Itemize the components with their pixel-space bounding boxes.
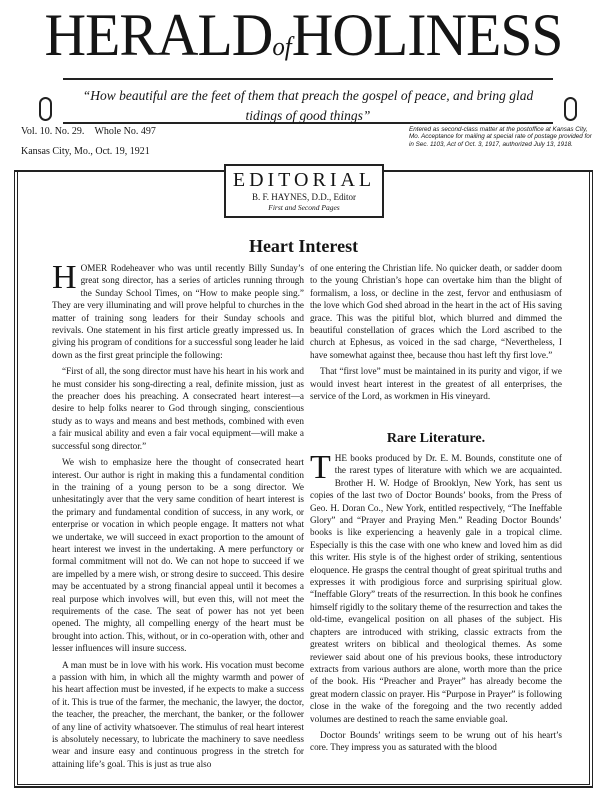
postal-entry-note: Entered as second-class matter at the postoffice at Kansas City, Mo. Acceptance for mailing at special rate of postage provided for in Sec. 1103, Act of Oct. 3, 1917, authorized July 13, 1918. [409,126,592,148]
editorial-label: EDITORIAL [232,169,376,191]
editorial-pages: First and Second Pages [268,203,340,212]
article1-quote: “First of all, the song director must have his heart in his work and he must consider his song-directing a real, definite mission, just as the preacher does his preaching. A consecrated heart interest—a desire to help folks nearer to God through singing, conscientious study as to ways and means and best methods, combined with even a fair musical ability and even a fair vocal equipment—will make a successful song director.” [52,366,304,451]
dropcap-h: H [52,259,77,296]
column-right-top [310,262,562,427]
issue-volume: Vol. 10. No. 29. Whole No. 497 [21,126,156,137]
banner-right-ornament [559,88,577,114]
masthead-title: HERALDofHOLINESS [44,2,563,68]
frame-rule-left [14,170,224,172]
banner-quote: “How beautiful are the feet of them that preach the gospel of peace, and bring glad tidings of good things” [82,88,534,123]
article1-paragraph-6: That “first love” must be maintained in its purity and vigor, if we would invest heart interest in the greatest of all enterprises, the service of the Lord, as workmen in His vineyard. [310,366,562,402]
article-title-heart-interest: Heart Interest [248,236,359,256]
bottom-border [14,786,593,793]
column-left [52,259,304,774]
scripture-banner [63,78,553,124]
issue-date: Kansas City, Mo., Oct. 19, 1921 [21,146,150,157]
article2-paragraph-1: THE books produced by Dr. E. M. Bounds, constitute one of the rarest types of literature with which we are acquainted. Brother H. W. Hodge of Brooklyn, New York, has sent us copies of the last two of Doctor Bounds’ books, from the Press of Geo. H. Doran Co., New York, entitled respectively, “The Ineffable Glory” and “Prayer and Praying Men.” Reading Doctor Bounds’ books is like experiencing a heavenly gale in a tropical clime. Especially is this the case with one who knew and loved him as did this writer. His style is of the highest order of striking, sententious eloquence. He grasps the central thought of great spiritual truths and expresses it with prodigious force and surprising spiritual glow. “Ineffable Glory” treats of the resurrection. In this book he confines himself rigidly to the solitary theme of the resurrection and takes the old-time, evangelical position on all phases of the subject. His chapters are introduced with striking, classic extracts from the greatest writers on biblical and theological themes. As some reviewer said about one of his previous books, these introductory extracts from various authors are alone, worth more than the price of the book. His “Preacher and Prayer” has already become the great modern classic on prayer. His “Purpose in Prayer” is following close in the wake of the foregoing and the two recently added volumes are destined to reach the same enviable goal. [310,452,562,724]
frame-rule-right [384,170,593,172]
banner-left-ornament [39,88,57,114]
article-title-rare-literature: Rare Literature. [386,431,486,446]
dropcap-t: T [310,452,331,486]
column-right-bottom [310,452,562,782]
article1-paragraph-4: A man must be in love with his work. His vocation must become a passion with him, in which all the mighty warmth and power of his heart affection must be invested, if he expects to make a success of it. This is true of the farmer, the mechanic, the lawyer, the doctor, the teacher, the preacher, the merchant, the banker, or the follower of any line of activity whatsoever. The stimulus of real heart interest is absolutely necessary, to lubricate the machinery to save needless wear and insure easy and continuous progress in the stretch for attaining life’s goal. This is just as true also [52,659,304,769]
editor-name: B. F. HAYNES, D.D., Editor [252,192,356,202]
article2-paragraph-2: Doctor Bounds’ writings seem to be wrung out of his heart’s core. They impress you as saturated with the blood [310,729,562,753]
article1-paragraph-5: of one entering the Christian life. No quicker death, or sadder doom to the young Christian’s hope can overtake him than the blight of formalism, a loss, or decline in the zest, fervor and enthusiasm of the love which God shed abroad in the heart in the act of His saving grace. This was the pitiful blot, which blurred and dimmed the beautiful constellation of graces which the Lord ascribed to the church at Ephesus, as voiced in the sad charge, “Nevertheless, I have somewhat against thee, because thou hast left thy first love.” [310,263,562,360]
editorial-header-box [224,164,384,218]
article1-paragraph-3: We wish to emphasize here the thought of consecrated heart interest. Our author is right in making this a fundamental condition in the training of a young person to be a song director. We unhesitatingly aver that the very same condition of heart interest is the primary and fundamental condition of success, in any work, or enterprise or vocation in which people engage. It matters not what we undertake, we will succeed in exact proportion to the amount of heart interest we invest in the undertaking. A mere perfunctory or formal commitment will not do. We can not hope to succeed if we are impelled by a mere wish, or strong desire to succeed. This desire may be accentuated by a strong financial appeal until it becomes a real purpose which involves will, but even this, will not meet the requirements of the case. The seat of power has not yet been opened. The mighty, all compelling energy of the heart must be brought into action. This, without, or in co-operation with, other and lesser influences will insure success. [52,457,304,654]
article1-paragraph-1: HOMER Rodeheaver who was until recently Billy Sunday’s great song director, has a series of articles running through the Sunday School Times, on “How to make people sing.” They are very illuminating and will prove helpful to churches in the matter of training song leaders for their Sunday schools and revivals. One statement in his first article greatly impressed us. In giving his program of conditions for a successful song leader he laid down as the first great principle the following: [52,259,304,360]
